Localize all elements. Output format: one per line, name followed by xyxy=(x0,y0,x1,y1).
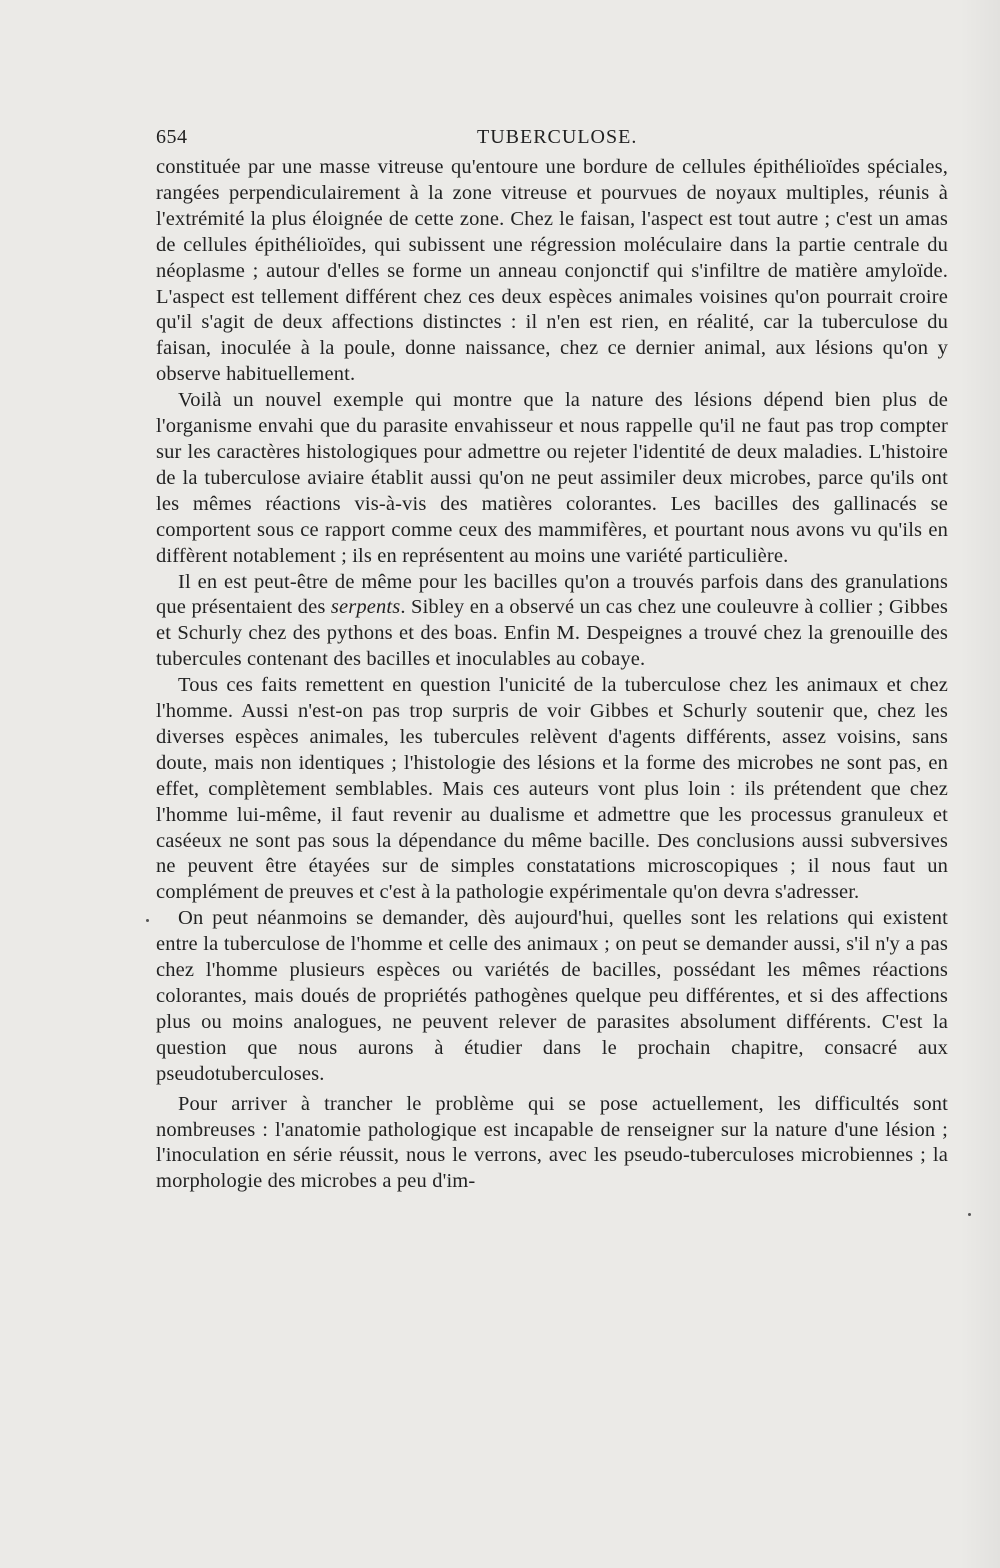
paragraph: On peut néanmoins se demander, dès aujourd'hui, quelles sont les relations qui existent entre la tuberculose de l'homme et celle des animaux ; on peut se demander aussi, s'il n'y a pas chez l'homme plusieurs espèces ou variétés de bacilles, possédant les mêmes réactions colorantes, mais doués de propriétés pathogènes quelque peu différentes, et si des affections plus ou moins analogues, ne peuvent relever de parasites absolument différents. C'est la question que nous aurons à étudier dans le prochain chapitre, consacré aux pseudotuberculoses. xyxy=(156,907,948,1085)
italic-term: serpents xyxy=(330,596,401,619)
print-speck xyxy=(146,919,149,922)
print-speck xyxy=(968,1213,971,1216)
paragraph: Pour arriver à trancher le problème qui se pose actuellement, les difficultés sont nombreuses : l'anatomie pathologique est incapable de renseigner sur la nature d'une lésion ; l'inoculation en série réussit, nous le verrons, avec les pseudo-tuberculoses microbiennes ; la morphologie des microbes a peu d'im- xyxy=(156,1092,948,1193)
paragraph: Tous ces faits remettent en question l'unicité de la tuberculose chez les animaux et chez l'homme. Aussi n'est-on pas trop surpris de voir Gibbes et Schurly soutenir que, chez les diverses espèces animales, les tubercules relèvent d'agents différents, assez voisins, sans doute, mais non identiques ; l'histologie des lésions et la forme des microbes ne sont pas, en effet, complètement semblables. Mais ces auteurs vont plus loin : ils prétendent que chez l'homme lui-même, il faut revenir au dualisme et admettre que les processus granuleux et caséeux ne sont pas sous la dépendance du même bacille. Des conclusions aussi subversives ne peuvent être étayées sur de simples constatations microscopiques ; il nous faut un complément de preuves et c'est à la pathologie expérimentale qu'on devra s'adresser. xyxy=(156,674,948,904)
body-text xyxy=(156,155,948,1195)
paragraph: constituée par une masse vitreuse qu'entoure une bordure de cellules épithélioïdes spéciales, rangées perpendiculairement à la zone vitreuse et pourvues de noyaux multiples, réunis à l'extrémité la plus éloignée de cette zone. Chez le faisan, l'aspect est tout autre ; c'est un amas de cellules épithélioïdes, qui subissent une régression moléculaire dans la partie centrale du néoplasme ; autour d'elles se forme un anneau conjonctif qui s'infiltre de matière amyloïde. L'aspect est tellement différent chez ces deux espèces animales voisines qu'on pourrait croire qu'il s'agit de deux affections distinctes : il n'en est rien, en réalité, car la tuberculose du faisan, inoculée à la poule, donne naissance, chez ce dernier animal, aux lésions qu'on y observe habituellement. xyxy=(156,156,948,386)
paragraph: Voilà un nouvel exemple qui montre que la nature des lésions dépend bien plus de l'organisme envahi que du parasite envahisseur et nous rappelle qu'il ne faut pas trop compter sur les caractères histologiques pour admettre ou rejeter l'identité de deux maladies. L'histoire de la tuberculose aviaire établit aussi qu'on ne peut assimiler deux microbes, parce qu'ils ont les mêmes réactions vis-à-vis des matières colorantes. Les bacilles des gallinacés se comportent sous ce rapport comme ceux des mammifères, et pourtant nous avons vu qu'ils en diffèrent notablement ; ils en représentent au moins une variété particulière. xyxy=(156,389,948,567)
paragraph: Il en est peut-être de même pour les bacilles qu'on a trouvés parfois dans des granulations que présentaient des serpents. Sibley en a observé un cas chez une couleuvre à collier ; Gibbes et Schurly chez des pythons et des boas. Enfin M. Despeignes a trouvé chez la grenouille des tubercules contenant des bacilles et inoculables au cobaye. xyxy=(156,570,948,671)
page-number: 654 xyxy=(156,126,188,148)
running-title: TUBERCULOSE. xyxy=(477,126,638,148)
page-edge-shadow xyxy=(960,0,1000,1568)
running-head xyxy=(156,126,948,154)
